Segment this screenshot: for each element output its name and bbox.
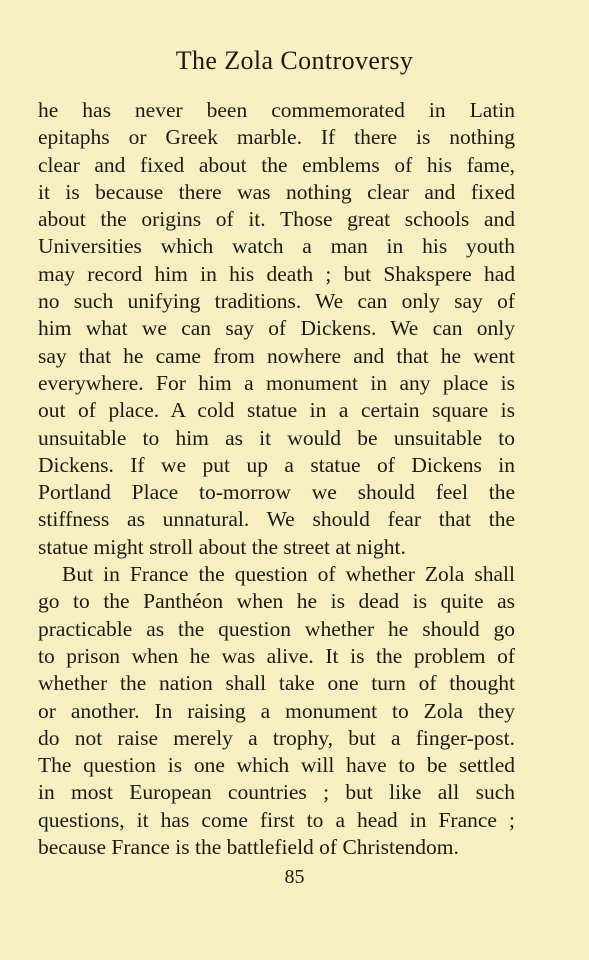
text-line: he has never been commemorated in Latin	[38, 98, 515, 122]
text-line: him what we can say of Dickens. We can only	[38, 316, 515, 341]
text-line: say that he came from nowhere and that he went	[38, 343, 515, 368]
paragraph-2	[38, 561, 515, 861]
text-line: Portland Place to-morrow we should feel the	[38, 480, 515, 505]
text-line: The question is one which will have to be settled	[38, 753, 515, 778]
text-line: But in France the question of whether Zola shall	[62, 562, 515, 587]
paragraph-1	[38, 97, 515, 561]
text-line: whether the nation shall take one turn of thought	[38, 671, 515, 696]
text-line: because France is the battlefield of Christendom.	[38, 835, 459, 860]
text-line: everywhere. For him a monument in any place is	[38, 370, 515, 395]
text-line: stiffness as unnatural. We should fear that the	[38, 507, 515, 532]
text-line: questions, it has come first to a head in France ;	[38, 807, 515, 832]
text-line: about the origins of it. Those great schools and	[38, 207, 515, 232]
body-text	[38, 97, 515, 861]
page-number: 85	[284, 866, 305, 888]
text-line: or another. In raising a monument to Zola they	[38, 698, 515, 723]
text-line: clear and fixed about the emblems of his fame,	[38, 152, 515, 177]
running-head-title: The Zola Controversy	[175, 46, 414, 75]
text-line: go to the Panthéon when he is dead is quite as	[38, 589, 515, 614]
text-line: in most European countries ; but like all such	[38, 780, 515, 805]
text-line: it is because there was nothing clear and fixed	[38, 179, 515, 204]
text-line: statue might stroll about the street at night.	[38, 534, 406, 559]
text-line: out of place. A cold statue in a certain square is	[38, 398, 515, 423]
text-line: practicable as the question whether he should go	[38, 616, 515, 641]
text-line: no such unifying traditions. We can only say of	[38, 289, 515, 314]
text-line: to prison when he was alive. It is the problem of	[38, 643, 515, 668]
text-line: Dickens. If we put up a statue of Dickens in	[38, 452, 515, 477]
text-line: Universities which watch a man in his youth	[38, 234, 515, 259]
text-line: may record him in his death ; but Shakspere had	[38, 261, 515, 286]
text-line: do not raise merely a trophy, but a finger-post.	[38, 725, 515, 750]
text-line: epitaphs or Greek marble. If there is nothing	[38, 125, 515, 150]
text-line: unsuitable to him as it would be unsuitable to	[38, 425, 515, 450]
